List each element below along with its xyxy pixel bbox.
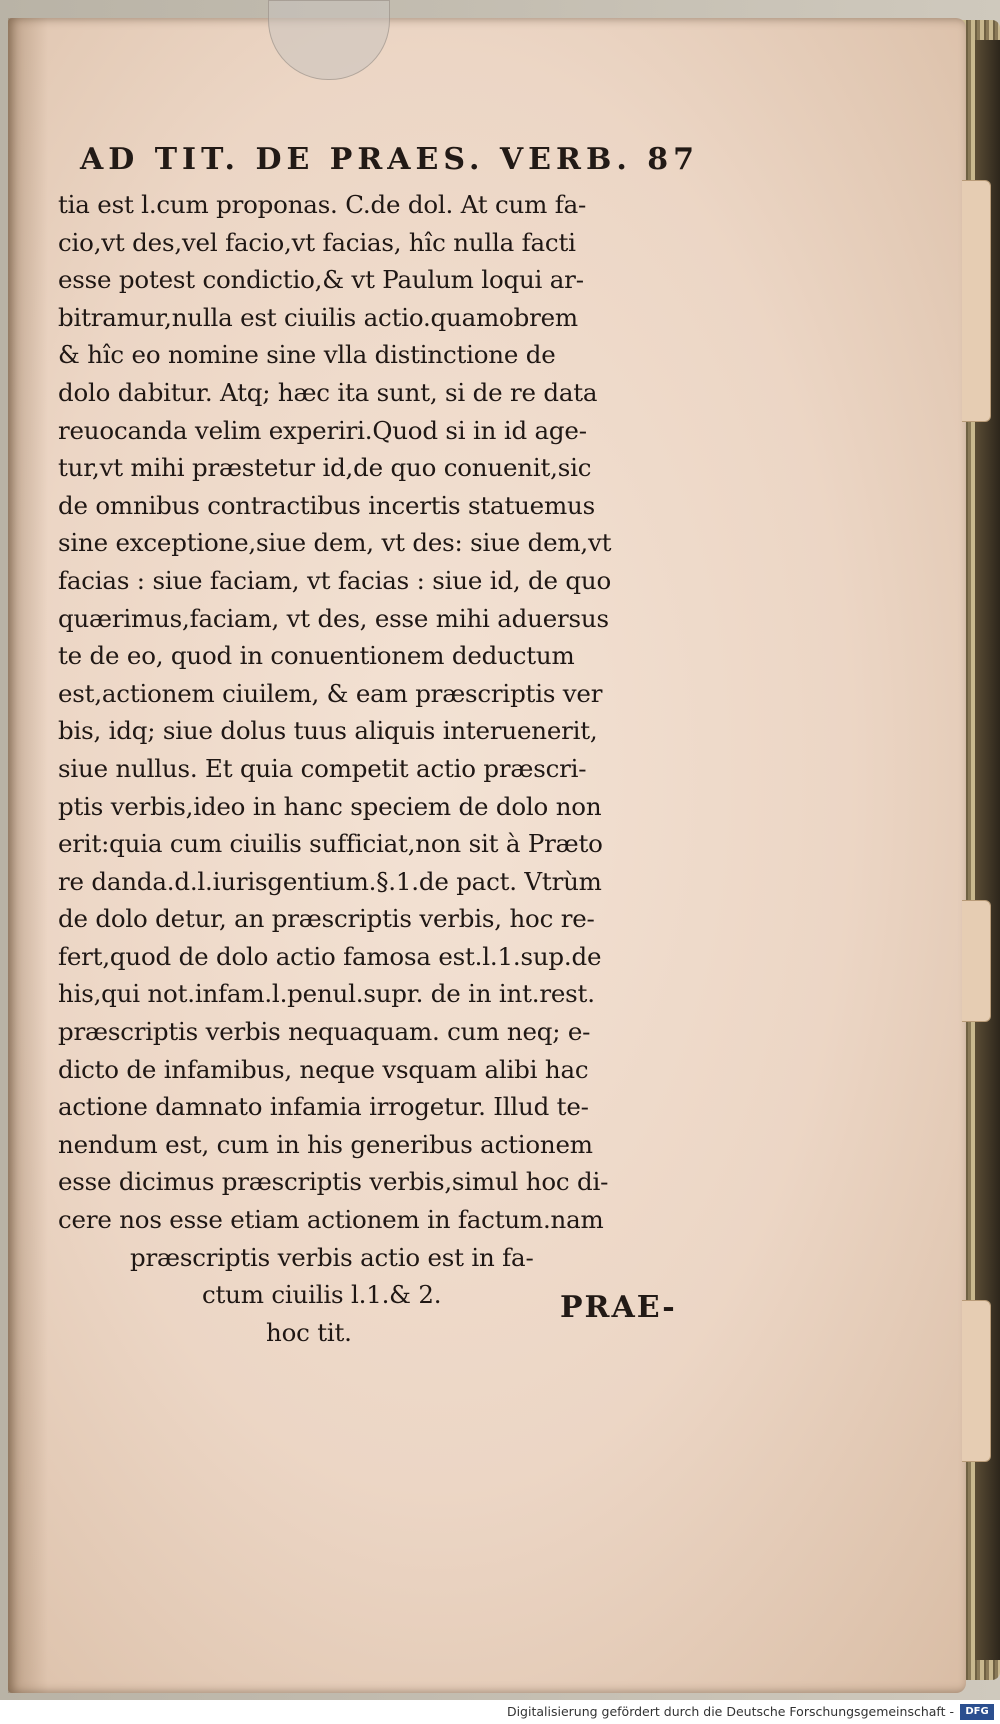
text-line: fert,quod de dolo actio famosa est.l.1.sup.de — [58, 941, 602, 971]
text-line: præscriptis verbis actio est in fa- — [130, 1242, 534, 1272]
text-line: & hîc eo nomine sine vlla distinctione de — [58, 340, 556, 370]
running-header: AD TIT. DE PRAES. VERB. 87 — [80, 142, 699, 177]
text-line: actione damnato infamia irrogetur. Illud te- — [58, 1092, 589, 1122]
gutter-shadow — [8, 18, 48, 1693]
text-line: re danda.d.l.iurisgentium.§.1.de pact. Vtrùm — [58, 866, 602, 896]
body-text — [58, 186, 708, 1351]
text-line: tia est l.cum proponas. C.de dol. At cum fa- — [58, 190, 587, 219]
page-tab — [962, 900, 991, 1022]
text-line: ctum ciuilis l.1.& 2. — [202, 1280, 442, 1310]
text-line: præscriptis verbis nequaquam. cum neq; e- — [58, 1017, 591, 1047]
text-line: ptis verbis,ideo in hanc speciem de dolo non — [58, 791, 602, 821]
text-line: bis, idq; siue dolus tuus aliquis interuenerit, — [58, 716, 598, 746]
catchword: PRAE- — [560, 1290, 677, 1325]
text-line: dolo dabitur. Atq; hæc ita sunt, si de re data — [58, 377, 598, 407]
text-line: dicto de infamibus, neque vsquam alibi hac — [58, 1054, 589, 1084]
text-line: his,qui not.infam.l.penul.supr. de in int.rest. — [58, 979, 595, 1009]
footer-bar — [0, 1700, 1000, 1724]
text-line: erit:quia cum ciuilis sufficiat,non sit à Præto — [58, 829, 603, 859]
text-line: nendum est, cum in his generibus actionem — [58, 1129, 593, 1159]
text-line: siue nullus. Et quia competit actio præscri- — [58, 753, 587, 783]
text-line: cio,vt des,vel facio,vt facias, hîc nulla facti — [58, 227, 576, 257]
text-line: facias : siue faciam, vt facias : siue id, de quo — [58, 565, 612, 595]
page-tab — [962, 180, 991, 422]
dfg-logo: DFG — [960, 1704, 994, 1720]
text-line: esse potest condictio,& vt Paulum loqui ar- — [58, 265, 584, 295]
text-line: de dolo detur, an præscriptis verbis, hoc re- — [58, 904, 595, 934]
text-line: est,actionem ciuilem, & eam præscriptis ver — [58, 678, 603, 708]
text-line: de omnibus contractibus incertis statuemus — [58, 490, 595, 520]
text-line: hoc tit. — [266, 1317, 352, 1347]
text-line: reuocanda velim experiri.Quod si in id age- — [58, 415, 587, 445]
text-line: te de eo, quod in conuentionem deductum — [58, 641, 575, 671]
text-line: esse dicimus præscriptis verbis,simul hoc di- — [58, 1167, 609, 1197]
text-line: cere nos esse etiam actionem in factum.nam — [58, 1205, 604, 1235]
page-tab — [962, 1300, 991, 1462]
footer-credit: Digitalisierung gefördert durch die Deutsche Forschungsgemeinschaft - — [506, 1704, 954, 1719]
text-line: quærimus,faciam, vt des, esse mihi aduersus — [58, 603, 609, 633]
text-line: tur,vt mihi præstetur id,de quo conuenit,sic — [58, 453, 592, 483]
text-line: bitramur,nulla est ciuilis actio.quamobrem — [58, 302, 578, 332]
text-line: sine exceptione,siue dem, vt des: siue dem,vt — [58, 528, 612, 558]
